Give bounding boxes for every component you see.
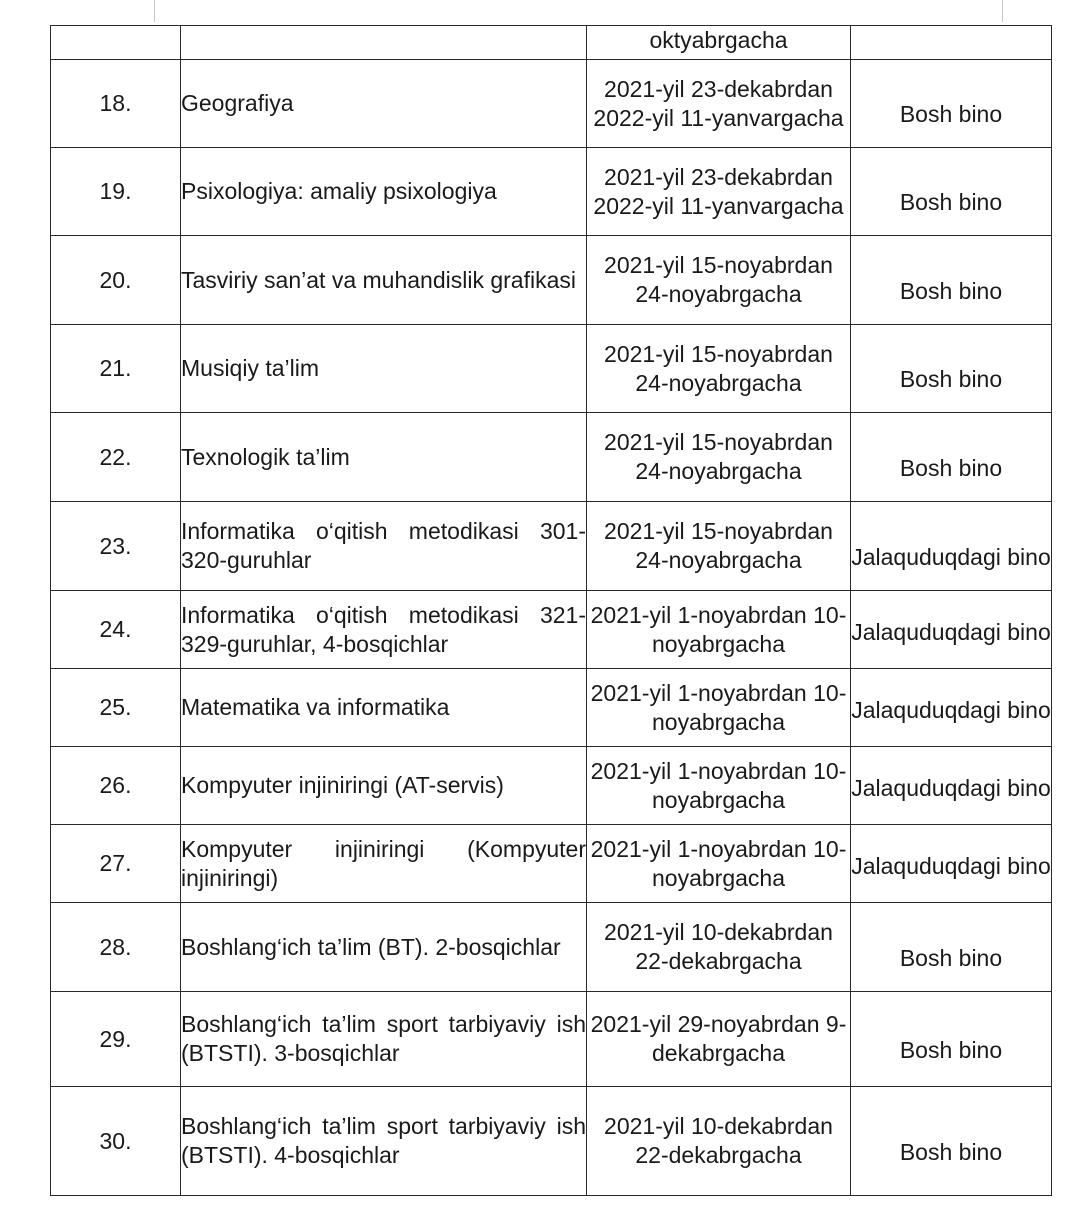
cell-place (851, 903, 1052, 992)
table-row (51, 148, 1052, 236)
cell-place-text: Bosh bino (899, 1036, 1003, 1063)
table-row (51, 591, 1052, 669)
schedule-table (50, 25, 1052, 1196)
cell-name-text: Kompyuter injiniringi (AT-servis) (181, 772, 504, 798)
cell-place (851, 26, 1052, 60)
cell-place (851, 1087, 1052, 1196)
cell-number: 30. (51, 1087, 181, 1196)
cell-name (181, 60, 587, 148)
cell-place-text: Jalaquduqdagi bino (851, 543, 1051, 570)
cell-date: 2021-yil 23-dekabrdan 2022-yil 11-yanvargacha (587, 148, 851, 236)
cell-date: 2021-yil 1-noyabrdan 10-noyabrgacha (587, 669, 851, 747)
cell-number: 27. (51, 825, 181, 903)
cell-number: 19. (51, 148, 181, 236)
cell-place (851, 236, 1052, 325)
cell-date: 2021-yil 15-noyabrdan 24-noyabrgacha (587, 413, 851, 502)
cell-number (51, 26, 181, 60)
cell-date: oktyabrgacha (587, 26, 851, 60)
cell-place (851, 669, 1052, 747)
cell-number: 26. (51, 747, 181, 825)
page-margin-mark-right (1002, 0, 1003, 22)
table-row (51, 1087, 1052, 1196)
cell-number: 18. (51, 60, 181, 148)
cell-date: 2021-yil 10-dekabrdan 22-dekabrgacha (587, 903, 851, 992)
cell-place-text: Jalaquduqdagi bino (851, 619, 1051, 645)
cell-place (851, 60, 1052, 148)
table-row (51, 502, 1052, 591)
cell-place (851, 502, 1052, 591)
cell-name-text: Psixologiya: amaliy psixologiya (181, 178, 497, 204)
cell-name (181, 747, 587, 825)
cell-place-text: Bosh bino (899, 101, 1003, 127)
table-row (51, 60, 1052, 148)
cell-name-text: Musiqiy ta’lim (181, 355, 320, 381)
cell-place-text: Bosh bino (899, 277, 1003, 304)
table-row (51, 669, 1052, 747)
cell-name-text: Boshlang‘ich ta’lim sport tarbiyaviy ish (BTSTI). 3-bosqichlar (181, 1011, 586, 1066)
table-row-continuation (51, 26, 1052, 60)
cell-name (181, 591, 587, 669)
cell-number: 24. (51, 591, 181, 669)
cell-name (181, 502, 587, 591)
cell-place (851, 413, 1052, 502)
table-row (51, 325, 1052, 413)
cell-date: 2021-yil 23-dekabrdan 2022-yil 11-yanvargacha (587, 60, 851, 148)
cell-name (181, 1087, 587, 1196)
cell-date: 2021-yil 1-noyabrdan 10-noyabrgacha (587, 825, 851, 903)
table-row (51, 825, 1052, 903)
cell-place (851, 325, 1052, 413)
cell-date: 2021-yil 15-noyabrdan 24-noyabrgacha (587, 502, 851, 591)
cell-name (181, 413, 587, 502)
cell-place-text: Jalaquduqdagi bino (851, 775, 1051, 801)
cell-name-text: Boshlang‘ich ta’lim sport tarbiyaviy ish (BTSTI). 4-bosqichlar (181, 1113, 586, 1168)
cell-place-text: Bosh bino (899, 366, 1003, 392)
cell-name-text: Texnologik ta’lim (181, 443, 350, 470)
cell-number: 21. (51, 325, 181, 413)
cell-date: 2021-yil 10-dekabrdan 22-dekabrgacha (587, 1087, 851, 1196)
cell-name (181, 325, 587, 413)
cell-number: 22. (51, 413, 181, 502)
cell-place-text: Jalaquduqdagi bino (851, 697, 1051, 723)
cell-name (181, 236, 587, 325)
cell-name-text: Tasviriy san’at va muhandislik grafikasi (181, 266, 576, 293)
table-row (51, 903, 1052, 992)
cell-number: 28. (51, 903, 181, 992)
table-row (51, 747, 1052, 825)
cell-number: 25. (51, 669, 181, 747)
cell-place-text: Bosh bino (899, 1138, 1003, 1165)
cell-place (851, 747, 1052, 825)
cell-place-text: Bosh bino (899, 454, 1003, 481)
cell-name (181, 992, 587, 1087)
table-row (51, 236, 1052, 325)
cell-name-text: Kompyuter injiniringi (Kompyuter injiniringi) (181, 835, 586, 891)
cell-number: 20. (51, 236, 181, 325)
cell-place (851, 148, 1052, 236)
cell-place (851, 825, 1052, 903)
cell-name-text: Matematika va informatika (181, 694, 450, 720)
cell-place-text: Bosh bino (899, 189, 1003, 215)
cell-name-text: Informatika o‘qitish metodikasi 321-329-guruhlar, 4-bosqichlar (181, 601, 586, 657)
cell-place (851, 992, 1052, 1087)
table-row (51, 413, 1052, 502)
cell-name-text: Boshlang‘ich ta’lim (BT). 2-bosqichlar (181, 933, 561, 960)
page-margin-mark-left (154, 0, 155, 22)
cell-number: 23. (51, 502, 181, 591)
cell-name-text: Informatika o‘qitish metodikasi 301-320-guruhlar (181, 518, 586, 573)
cell-place-text: Bosh bino (899, 944, 1003, 971)
cell-name (181, 903, 587, 992)
cell-date: 2021-yil 1-noyabrdan 10-noyabrgacha (587, 747, 851, 825)
cell-name (181, 825, 587, 903)
schedule-table-body (51, 26, 1052, 1196)
cell-date: 2021-yil 15-noyabrdan 24-noyabrgacha (587, 325, 851, 413)
cell-date: 2021-yil 1-noyabrdan 10-noyabrgacha (587, 591, 851, 669)
cell-number: 29. (51, 992, 181, 1087)
cell-date: 2021-yil 15-noyabrdan 24-noyabrgacha (587, 236, 851, 325)
table-row (51, 992, 1052, 1087)
cell-date: 2021-yil 29-noyabrdan 9-dekabrgacha (587, 992, 851, 1087)
cell-place-text: Jalaquduqdagi bino (851, 853, 1051, 879)
cell-name-text: Geografiya (181, 90, 294, 116)
cell-name (181, 26, 587, 60)
cell-name (181, 669, 587, 747)
cell-name (181, 148, 587, 236)
cell-place (851, 591, 1052, 669)
